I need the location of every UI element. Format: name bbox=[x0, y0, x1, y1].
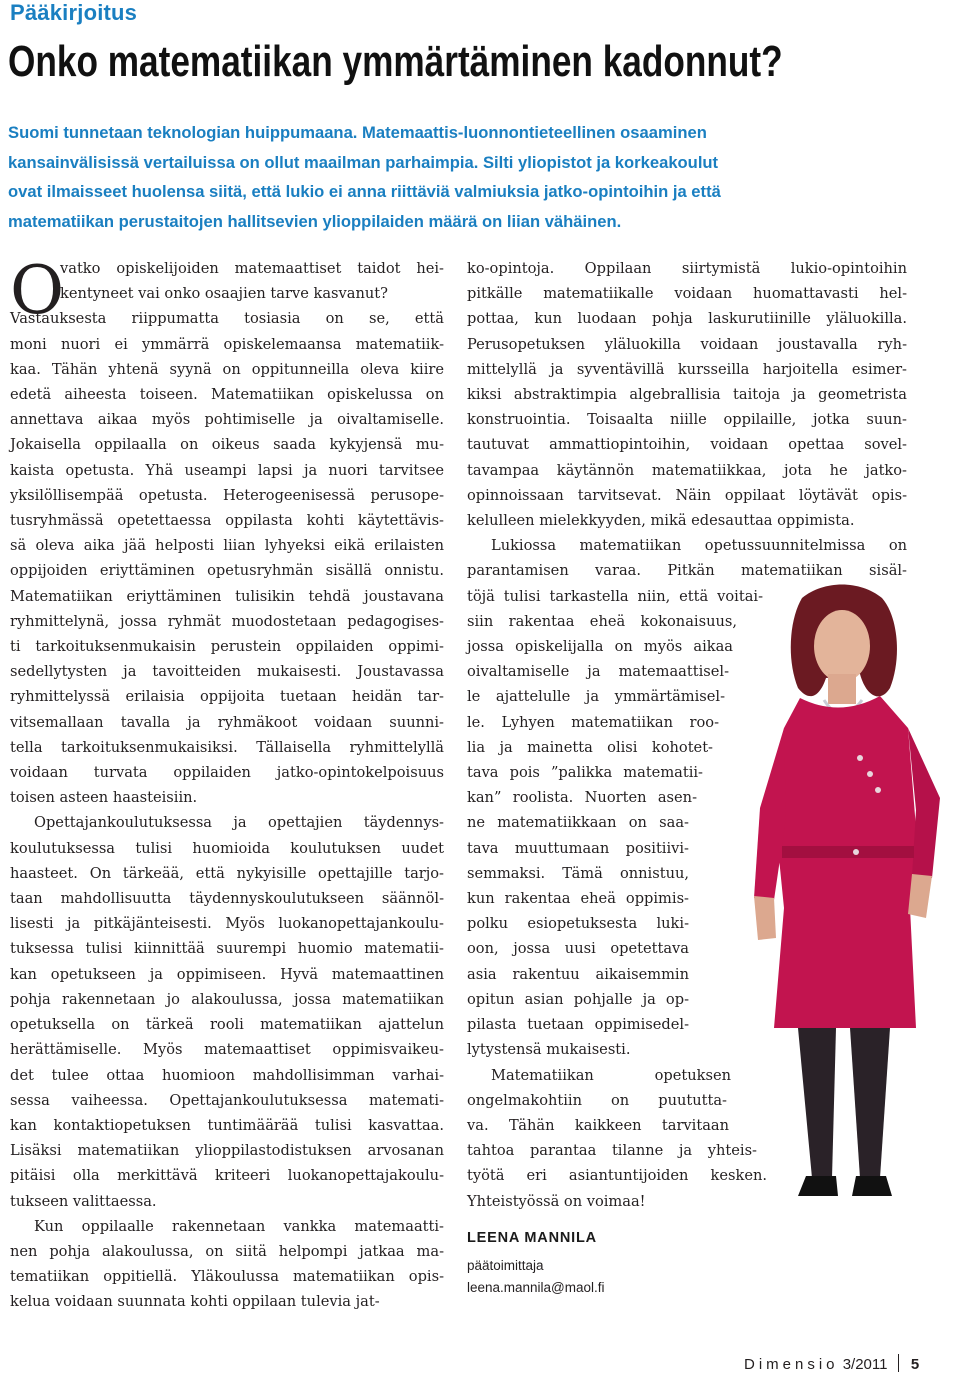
lead-line: kansainvälisissä vertailuissa on ollut maailman parhaimpia. Silti yliopistot ja korkeakoulut bbox=[8, 152, 719, 172]
paragraph-line: kentyneet vai onko osaajien tarve kasvanut? bbox=[60, 285, 388, 303]
paragraph-line: det tulee ottaa huomioon mahdollisimman varhai- bbox=[10, 1066, 444, 1084]
author-role: päätoimittaja bbox=[467, 1258, 544, 1273]
lead-line: ovat ilmaisseet huolensa siitä, että lukio ei anna riittäviä valmiuksia jatko-opintoihin ja että bbox=[8, 182, 721, 201]
paragraph-line: ryhmittelyssä erilaisia oppijoita tuetaan heidän tar- bbox=[10, 688, 444, 706]
paragraph-line: Opettajankoulutuksessa ja opettajien täydennys- bbox=[34, 814, 444, 832]
paragraph-line: edetä aiheesta toiseen. Matematiikan opiskelussa on bbox=[10, 386, 444, 404]
paragraph-line: vitsemallaan tavalla ja ryhmäkoot voidaan suunni- bbox=[10, 713, 444, 731]
article-column-left bbox=[10, 252, 444, 1315]
paragraph-line: semmaksi. Tämä onnistuu, bbox=[467, 864, 689, 882]
author-email: leena.mannila@maol.fi bbox=[467, 1280, 605, 1295]
paragraph-line: kelua voidaan suunnata kohti oppilaan tulevia jat- bbox=[10, 1293, 380, 1311]
paragraph-line: vatko opiskelijoiden matemaattiset taidot hei- bbox=[60, 260, 444, 277]
lead-line: matematiikan perustaitojen hallitsevien ylioppilaiden määrä on liian vähäinen. bbox=[8, 211, 622, 231]
paragraph-line: kaa. Tähän yhtenä syynä on oppitunneilla oleva kiire bbox=[10, 360, 444, 378]
paragraph-line: työtä eri asiantuntijoiden kesken. bbox=[467, 1167, 767, 1185]
paragraph-line: le. Lyhyen matematiikan roo- bbox=[467, 713, 719, 731]
paragraph-line: annettava aikaa myös pohtimiselle ja oivaltamiselle. bbox=[10, 411, 444, 429]
paragraph-line: pilasta tuetaan oppimisedel- bbox=[467, 1016, 689, 1034]
paragraph-line: tavampaa käytännön matematiikkaa, jota he jatko- bbox=[467, 461, 907, 479]
paragraph-line: opetuksella on tärkeä rooli matematiikan ajattelun bbox=[10, 1016, 444, 1034]
paragraph-line: voidaan turvata oppilaiden jatko-opintokelpoisuus bbox=[10, 764, 444, 782]
author-photo bbox=[740, 578, 960, 1198]
paragraph-line: sä oleva aika jää helposti liian lyhyeksi eikä erilaisten bbox=[10, 537, 444, 555]
paragraph-line: yksilöllisempää opetusta. Heterogeenisessä perusope- bbox=[10, 486, 444, 504]
paragraph-line: konstruointia. Toisaalta niille oppilaille, jotka suun- bbox=[467, 411, 907, 429]
paragraph-line: ongelmakohtiin on puututta- bbox=[467, 1091, 727, 1109]
paragraph-line: tukseen valittaessa. bbox=[10, 1192, 157, 1210]
paragraph-line: kun rakentaa eheä oppimis- bbox=[467, 890, 689, 908]
paragraph-line: siin rakentaa eheä kokonaisuus, bbox=[467, 612, 737, 630]
paragraph-line: Matematiikan eriyttäminen tulisikin tehdä joustavana bbox=[10, 587, 444, 605]
paragraph-line: ne matematiikkaan on saa- bbox=[467, 814, 689, 832]
paragraph-line: tematiikan oppitiellä. Yläkoulussa matematiikan opis- bbox=[10, 1268, 444, 1286]
paragraph-line: pitkälle matematiikalle voidaan huomattavasti hel- bbox=[467, 285, 907, 303]
page-title: Onko matematiikan ymmärtäminen kadonnut? bbox=[8, 37, 783, 86]
paragraph-line: va. Tähän kaikkeen tarvitaan bbox=[467, 1116, 729, 1134]
drop-cap: O bbox=[10, 252, 65, 329]
paragraph-line: kiksi abstraktimpia algebrallisia taitoja ja geometrista bbox=[467, 386, 907, 404]
paragraph-line: kelulleen mielekkyyden, mikä edesauttaa oppimista. bbox=[467, 512, 855, 530]
paragraph-line: opinnoissaan tarvitsevat. Näin oppilaat löytävät opis- bbox=[467, 486, 907, 504]
paragraph-line: oon, jossa uusi opetettava bbox=[467, 940, 689, 958]
paragraph-line: le ajattelulle ja ymmärtämisel- bbox=[467, 688, 725, 706]
paragraph-line: tautuvat ammattiopintoihin, voidaan opettaa sovel- bbox=[467, 436, 907, 454]
paragraph-line: parantamisen varaa. Pitkän matematiikan sisäl- bbox=[467, 562, 907, 580]
paragraph-line: oppijoiden eriyttäminen opetusryhmän sisällä onnistu. bbox=[10, 562, 444, 580]
lead-line: Suomi tunnetaan teknologian huippumaana. Matemaattis-luonnontieteellinen osaaminen bbox=[8, 123, 707, 142]
paragraph-line: nen pohja alakoulussa, on siitä helpompi jatkaa ma- bbox=[10, 1242, 444, 1260]
paragraph-line: Lisäksi matematiikan ylioppilastodistuksen arvosanan bbox=[10, 1142, 444, 1160]
paragraph-line: mittelyllä ja syventävillä kursseilla harjoitella esimer- bbox=[467, 360, 907, 378]
page-footer bbox=[744, 1354, 919, 1373]
paragraph-line: kan” roolista. Nuorten asen- bbox=[467, 789, 697, 807]
paragraph-line: asia rakentuu aikaisemmin bbox=[467, 965, 689, 983]
paragraph-line: kan opetukseen ja oppimiseen. Hyvä matemaattinen bbox=[10, 965, 444, 983]
paragraph-line: ryhmittelynä, jossa ryhmät muodostetaan pedagogises- bbox=[10, 612, 444, 630]
paragraph-line: sessa vaiheessa. Opettajankoulutuksessa matemati- bbox=[10, 1091, 444, 1109]
paragraph-line: polku esiopetuksesta luki- bbox=[467, 915, 689, 933]
paragraph-line: kaista opetusta. Yhä useampi lapsi ja nuori tarvitsee bbox=[10, 461, 444, 479]
paragraph-line: ko-opintoja. Oppilaan siirtymistä lukio-opintoihin bbox=[467, 260, 907, 277]
paragraph-line: pohja rakennetaan jo alakoulussa, jossa matematiikan bbox=[10, 990, 444, 1008]
paragraph-line: pitäisi olla merkittävä kriteeri luokanopettajakoulu- bbox=[10, 1167, 444, 1185]
issue-number: 3/2011 bbox=[842, 1356, 888, 1373]
paragraph-line: kan kontaktiopetuksen tuntimäärää tulisi kasvattaa. bbox=[10, 1116, 444, 1134]
paragraph-line: tava pois ”palikka matematii- bbox=[467, 764, 703, 782]
paragraph-line: tahtoa parantaa tilanne ja yhteis- bbox=[467, 1142, 757, 1160]
paragraph-line: Yhteistyössä on voimaa! bbox=[467, 1192, 646, 1210]
paragraph-line: Lukiossa matematiikan opetussuunnitelmissa on bbox=[491, 537, 907, 555]
footer-divider bbox=[898, 1354, 899, 1372]
paragraph-line: lia ja mainetta olisi kohotet- bbox=[467, 738, 713, 756]
paragraph-line: herättämiselle. Myös matemaattiset oppimisvaikeu- bbox=[10, 1041, 444, 1059]
paragraph-line: tusryhmässä opetettaessa oppilasta kohti käytettävis- bbox=[10, 512, 444, 530]
lead-paragraph bbox=[8, 118, 956, 236]
paragraph-line: haasteet. On tärkeää, että nykyisille opettajille tarjo- bbox=[10, 864, 444, 882]
paragraph-line: Perusopetuksen yläluokilla voidaan joustavalla ryh- bbox=[467, 335, 907, 353]
paragraph-line: moni nuori ei ymmärrä opiskelemaansa matematiik- bbox=[10, 335, 444, 353]
paragraph-line: opitun asian pohjalle ja op- bbox=[467, 990, 689, 1008]
paragraph-line: töjä tulisi tarkastella niin, että voitai- bbox=[467, 587, 763, 605]
paragraph-line: Kun oppilaalle rakennetaan vankka matemaatti- bbox=[34, 1217, 444, 1235]
section-label: Pääkirjoitus bbox=[10, 0, 138, 25]
page-number: 5 bbox=[910, 1356, 920, 1373]
paragraph-line: ti tarkoituksenmukaisin perustein oppilaiden oppimi- bbox=[10, 638, 444, 656]
paragraph-line: lytystensä mukaisesti. bbox=[467, 1041, 631, 1059]
paragraph-line: oivaltamiselle ja matemaattisel- bbox=[467, 663, 729, 681]
paragraph-line: lisesti ja pitkäjänteisesti. Myös luokanopettajankoulu- bbox=[10, 915, 444, 933]
paragraph-line: Vastauksesta riippumatta tosiasia on se, että bbox=[10, 310, 444, 328]
author-name: LEENA MANNILA bbox=[467, 1230, 597, 1246]
paragraph-line: tella tarkoituksenmukaisiksi. Tällaisella ryhmittelyllä bbox=[10, 738, 444, 756]
paragraph-line: taan mahdollisuutta täydennyskoulutukseen säännöl- bbox=[10, 890, 444, 908]
paragraph-line: tuksessa tulisi kiinnittää suurempi huomio matematii- bbox=[10, 940, 444, 958]
paragraph-line: koulutuksessa tulisi huomioida koulutuksen uudet bbox=[10, 839, 444, 857]
magazine-name: Dimensio bbox=[744, 1356, 839, 1373]
paragraph-line: tava muuttumaan positiivi- bbox=[467, 839, 689, 857]
paragraph-line: sedellytysten ja tavoitteiden mukaisesti. Joustavassa bbox=[10, 663, 444, 681]
paragraph-line: toisen asteen haasteisiin. bbox=[10, 789, 198, 807]
paragraph-line: pottaa, kun luodaan pohja laskurutiinille yläluokilla. bbox=[467, 310, 907, 328]
paragraph-line: jossa opiskelijalla on myös aikaa bbox=[467, 638, 733, 656]
paragraph-line: Jokaisella oppilaalla on oikeus saada kykyjensä mu- bbox=[10, 436, 444, 454]
paragraph-line: Matematiikan opetuksen bbox=[491, 1066, 731, 1084]
